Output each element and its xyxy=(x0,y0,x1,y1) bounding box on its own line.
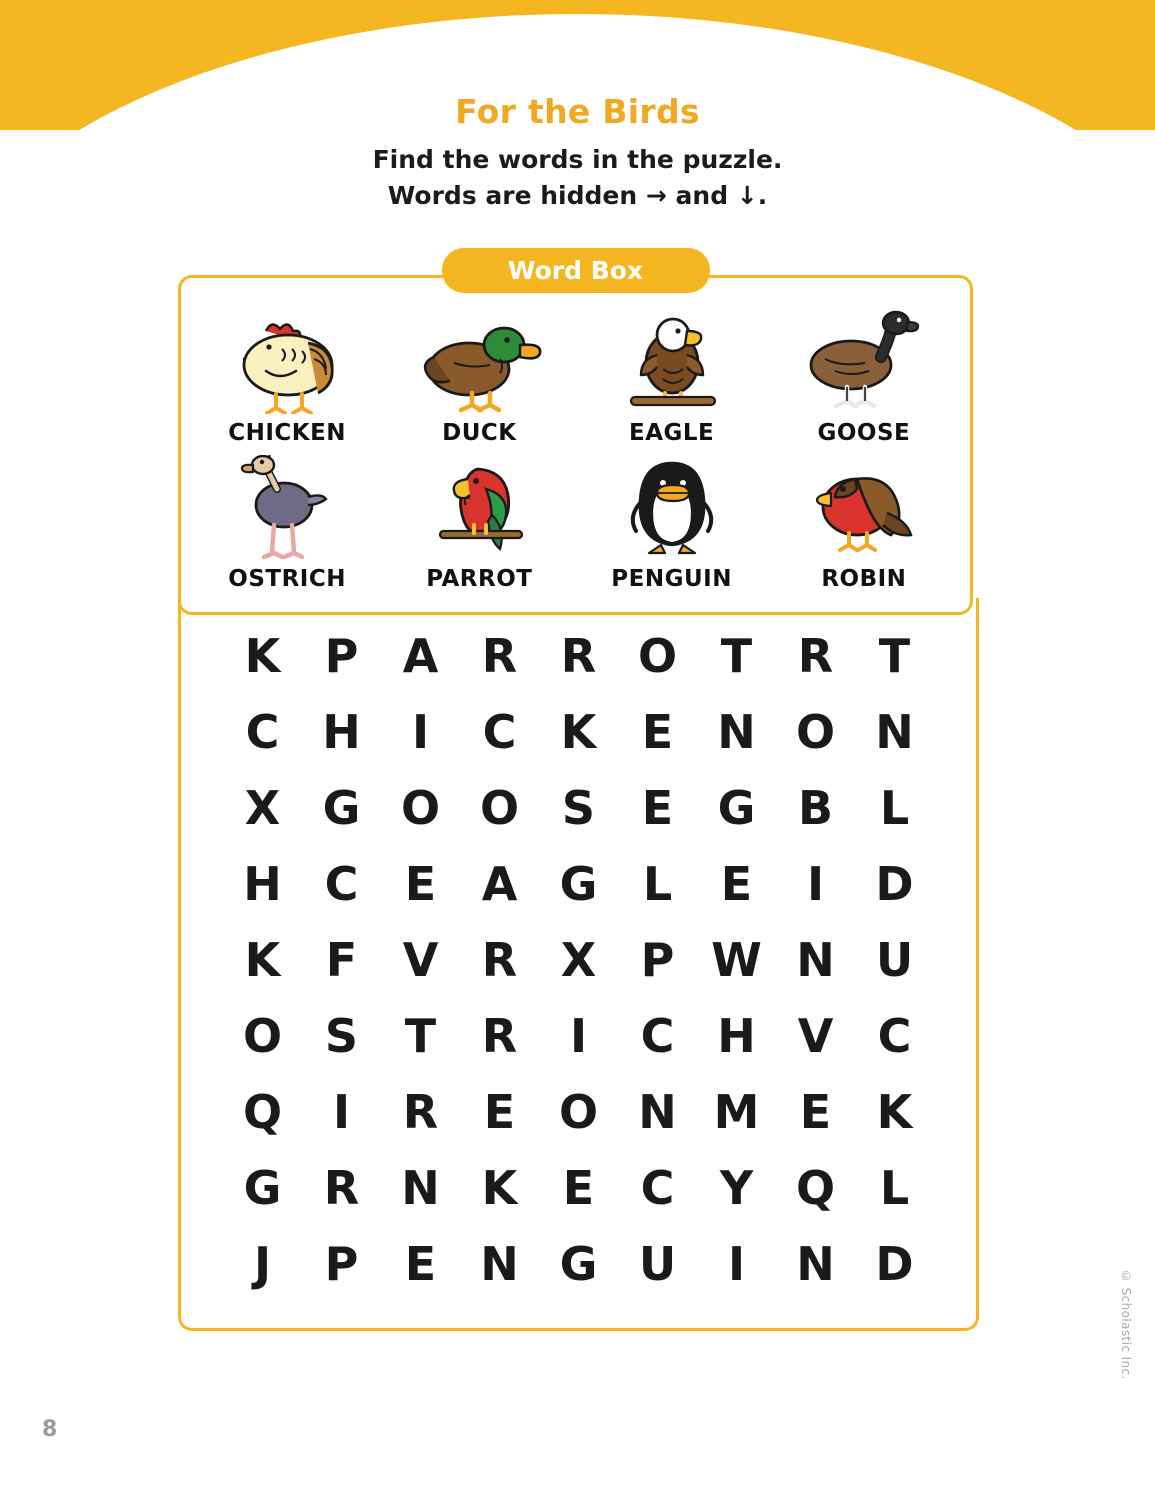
puzzle-grid-cell[interactable]: E xyxy=(483,1085,516,1139)
puzzle-grid-cell[interactable]: R xyxy=(797,629,834,683)
puzzle-grid-row xyxy=(181,1150,976,1226)
word-box-label: Word Box xyxy=(442,248,710,293)
puzzle-grid-cell[interactable]: O xyxy=(479,781,520,835)
puzzle-grid-cell[interactable]: K xyxy=(244,933,281,987)
copyright-notice: © Scholastic Inc. xyxy=(1119,1269,1133,1380)
puzzle-grid-cell[interactable]: D xyxy=(875,857,914,911)
puzzle-grid-cell[interactable]: F xyxy=(325,933,358,987)
puzzle-grid-cell[interactable]: E xyxy=(562,1161,595,1215)
puzzle-grid-cell[interactable]: O xyxy=(558,1085,599,1139)
puzzle-grid-cell[interactable]: T xyxy=(720,629,753,683)
page-title: For the Birds xyxy=(455,92,700,131)
puzzle-grid-cell[interactable]: X xyxy=(560,933,597,987)
puzzle-grid-cell[interactable]: S xyxy=(324,1009,359,1063)
word-label: OSTRICH xyxy=(228,566,346,592)
word-box-container xyxy=(178,256,973,615)
puzzle-grid-row xyxy=(181,846,976,922)
puzzle-grid-cell[interactable]: G xyxy=(717,781,756,835)
word-item-ostrich xyxy=(191,452,383,592)
puzzle-grid-cell[interactable]: A xyxy=(481,857,518,911)
word-label: PENGUIN xyxy=(611,566,732,592)
puzzle-grid-cell[interactable]: N xyxy=(401,1161,440,1215)
word-row xyxy=(191,306,960,446)
puzzle-grid-cell[interactable]: O xyxy=(637,629,678,683)
puzzle-grid-cell[interactable]: L xyxy=(642,857,673,911)
puzzle-grid-cell[interactable]: Q xyxy=(795,1161,836,1215)
puzzle-grid-cell[interactable]: E xyxy=(799,1085,832,1139)
puzzle-grid-cell[interactable]: O xyxy=(400,781,441,835)
word-item-parrot xyxy=(383,452,575,592)
word-label: EAGLE xyxy=(628,420,715,446)
puzzle-grid-cell[interactable]: Y xyxy=(719,1161,754,1215)
puzzle-grid-cell[interactable]: E xyxy=(404,857,437,911)
puzzle-grid-cell[interactable]: R xyxy=(481,1009,518,1063)
puzzle-grid-cell[interactable]: E xyxy=(641,705,674,759)
puzzle-grid-cell[interactable]: V xyxy=(402,933,439,987)
puzzle-grid-cell[interactable]: N xyxy=(875,705,914,759)
puzzle-grid-cell[interactable]: I xyxy=(332,1085,351,1139)
puzzle-grid-cell[interactable]: N xyxy=(717,705,756,759)
puzzle-grid-cell[interactable]: A xyxy=(402,629,439,683)
duck-icon xyxy=(383,306,575,414)
word-label: PARROT xyxy=(426,566,533,592)
puzzle-grid-cell[interactable]: I xyxy=(727,1237,746,1291)
puzzle-grid-cell[interactable]: X xyxy=(244,781,281,835)
puzzle-grid-cell[interactable]: N xyxy=(796,1237,835,1291)
instructions-line-2: Words are hidden → and ↓. xyxy=(387,180,768,210)
puzzle-grid-cell[interactable]: O xyxy=(795,705,836,759)
puzzle-grid-cell[interactable]: T xyxy=(878,629,911,683)
page-number: 8 xyxy=(42,1417,58,1442)
word-item-eagle xyxy=(576,306,768,446)
puzzle-grid-cell[interactable]: G xyxy=(559,857,598,911)
puzzle-grid-cell[interactable]: G xyxy=(322,781,361,835)
puzzle-grid-cell[interactable]: K xyxy=(560,705,597,759)
puzzle-grid-cell[interactable]: E xyxy=(404,1237,437,1291)
puzzle-grid-cell[interactable]: G xyxy=(243,1161,282,1215)
puzzle-grid-cell[interactable]: C xyxy=(640,1161,675,1215)
puzzle-grid-cell[interactable]: V xyxy=(797,1009,834,1063)
puzzle-grid-cell[interactable]: P xyxy=(324,629,359,683)
puzzle-grid-cell[interactable]: P xyxy=(640,933,675,987)
puzzle-grid-cell[interactable]: L xyxy=(879,1161,910,1215)
puzzle-grid-cell[interactable]: S xyxy=(561,781,596,835)
eagle-icon xyxy=(576,306,768,414)
puzzle-grid-cell[interactable]: C xyxy=(877,1009,912,1063)
puzzle-grid-cell[interactable]: R xyxy=(481,933,518,987)
puzzle-grid-row xyxy=(181,694,976,770)
puzzle-grid-row xyxy=(181,1074,976,1150)
instructions-line-1: Find the words in the puzzle. xyxy=(372,145,783,174)
word-label: DUCK xyxy=(442,420,517,446)
puzzle-grid-cell[interactable]: N xyxy=(638,1085,677,1139)
puzzle-grid-row xyxy=(181,1226,976,1302)
puzzle-grid-cell[interactable]: C xyxy=(482,705,517,759)
puzzle-grid-cell[interactable]: K xyxy=(876,1085,913,1139)
instructions xyxy=(0,142,1155,213)
word-item-penguin xyxy=(576,452,768,592)
puzzle-grid-cell[interactable]: J xyxy=(253,1237,272,1291)
puzzle-grid-cell[interactable]: K xyxy=(481,1161,518,1215)
puzzle-grid-cell[interactable]: I xyxy=(569,1009,588,1063)
puzzle-grid-row xyxy=(181,998,976,1074)
puzzle-grid-cell[interactable]: H xyxy=(243,857,282,911)
puzzle-grid-cell[interactable]: G xyxy=(559,1237,598,1291)
puzzle-grid-cell[interactable]: N xyxy=(480,1237,519,1291)
puzzle-grid-cell[interactable]: D xyxy=(875,1237,914,1291)
puzzle-grid-cell[interactable]: U xyxy=(638,1237,677,1291)
puzzle-grid-cell[interactable]: Q xyxy=(242,1085,283,1139)
puzzle-grid-cell[interactable]: R xyxy=(560,629,597,683)
puzzle-grid-cell[interactable]: E xyxy=(720,857,753,911)
chicken-icon xyxy=(191,306,383,414)
puzzle-grid-cell[interactable]: L xyxy=(879,781,910,835)
puzzle-grid-row xyxy=(181,922,976,998)
puzzle-grid-cell[interactable]: C xyxy=(640,1009,675,1063)
word-box xyxy=(178,275,973,615)
puzzle-grid-cell[interactable]: R xyxy=(481,629,518,683)
puzzle-grid-cell[interactable]: H xyxy=(717,1009,756,1063)
puzzle-grid-cell[interactable]: C xyxy=(245,705,280,759)
parrot-icon xyxy=(383,452,575,560)
puzzle-grid-cell[interactable]: N xyxy=(796,933,835,987)
robin-icon xyxy=(768,452,960,560)
puzzle-grid-cell[interactable]: R xyxy=(402,1085,439,1139)
ostrich-icon xyxy=(191,452,383,560)
puzzle-grid[interactable] xyxy=(178,598,979,1331)
word-item-robin xyxy=(768,452,960,592)
word-item-duck xyxy=(383,306,575,446)
puzzle-grid-cell[interactable]: C xyxy=(324,857,359,911)
puzzle-grid-row xyxy=(181,770,976,846)
word-row xyxy=(191,452,960,592)
goose-icon xyxy=(768,306,960,414)
puzzle-grid-cell[interactable]: R xyxy=(323,1161,360,1215)
puzzle-grid-cell[interactable]: K xyxy=(244,629,281,683)
puzzle-grid-cell[interactable]: U xyxy=(875,933,914,987)
puzzle-grid-cell[interactable]: I xyxy=(806,857,825,911)
puzzle-grid-cell[interactable]: E xyxy=(641,781,674,835)
word-label: GOOSE xyxy=(817,420,911,446)
penguin-icon xyxy=(576,452,768,560)
puzzle-grid-cell[interactable]: O xyxy=(242,1009,283,1063)
word-label: CHICKEN xyxy=(228,420,347,446)
puzzle-grid-cell[interactable]: P xyxy=(324,1237,359,1291)
puzzle-grid-cell[interactable]: I xyxy=(411,705,430,759)
puzzle-grid-cell[interactable]: H xyxy=(322,705,361,759)
puzzle-grid-cell[interactable]: W xyxy=(711,933,762,987)
puzzle-grid-row xyxy=(181,618,976,694)
puzzle-grid-cell[interactable]: M xyxy=(713,1085,760,1139)
word-item-chicken xyxy=(191,306,383,446)
puzzle-grid-cell[interactable]: B xyxy=(797,781,834,835)
word-item-goose xyxy=(768,306,960,446)
word-label: ROBIN xyxy=(821,566,907,592)
puzzle-grid-cell[interactable]: T xyxy=(404,1009,437,1063)
